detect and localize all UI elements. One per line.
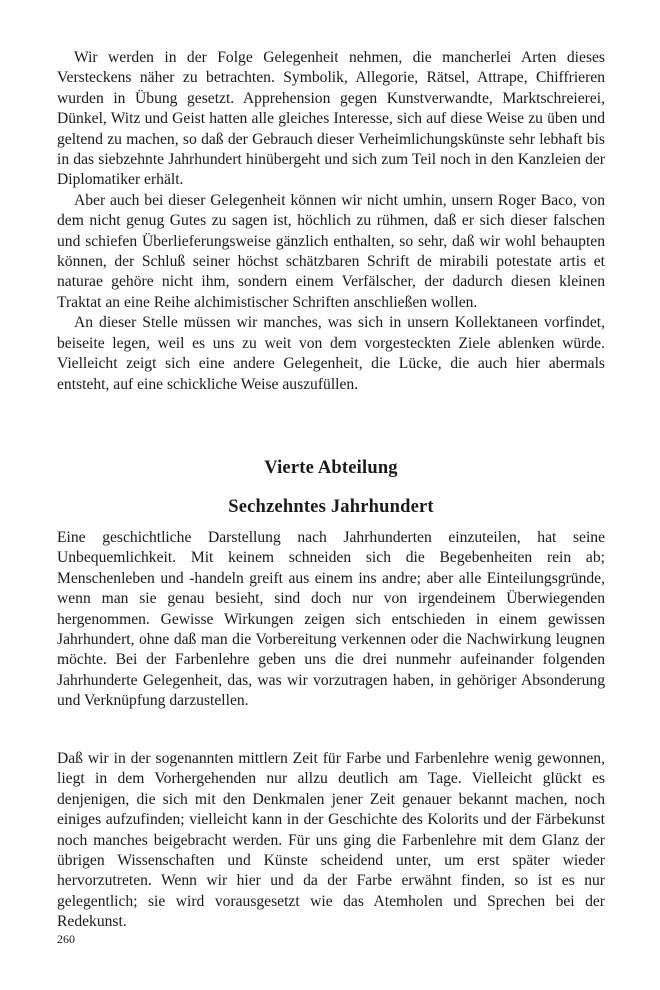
page-number: 260 <box>57 932 75 946</box>
bottom-text-block-2 <box>57 749 605 933</box>
top-text-block <box>57 48 605 395</box>
bottom-text-block-1 <box>57 528 605 712</box>
paragraph: Daß wir in der sogenannten mittlern Zeit für Farbe und Farbenlehre wenig gewonnen, liegt in dem Vorhergehenden nur allzu deutlich am Tage. Vielleicht glückt es denjenigen, die sich mit den Denkmalen jener Zeit genauer bekannt machen, noch einiges aufzufinden; vielleicht kann in der Geschichte des Kolorits und der Färbekunst noch manches beigebracht werden. Für uns ging die Farbenlehre mit dem Glanz der übrigen Wissenschaften und Künste scheidend unter, um erst später wieder hervorzutreten. Wenn wir hier und da der Farbe erwähnt finden, so ist es nur gelegentlich; sie wird vorausgesetzt wie das Atemholen und Sprechen bei der Redekunst. <box>57 750 605 931</box>
paragraph: Aber auch bei dieser Gelegenheit können wir nicht umhin, unsern Roger Baco, von dem nicht genug Gutes zu sagen ist, höchlich zu rühmen, daß er sich dieser falschen und schiefen Überlieferungsweise gänzlich enthalten, so sehr, daß wir wohl behaupten können, der Schluß seiner höchst schätzbaren Schrift de mirabili potestate artis et naturae gehöre nicht ihm, sondern einem Verfälscher, der dadurch diesen kleinen Traktat an eine Reihe alchimistischer Schriften anschließen wollen. <box>57 191 605 311</box>
paragraph: Wir werden in der Folge Gelegenheit nehmen, die mancherlei Arten dieses Versteckens näher zu betrachten. Symbolik, Allegorie, Rätsel, Attrape, Chiffrieren wurden in Übung gesetzt. Apprehension gegen Kunstverwandte, Marktschreierei, Dünkel, Witz und Geist hatten alle gleiches Interesse, sich auf diese Weise zu üben und geltend zu machen, so daß der Gebrauch dieser Verheimlichungskünste sehr lebhaft bis in das siebzehnte Jahrhundert hinübergeht und sich zum Teil noch in den Kanzleien der Diplomatiker erhält. <box>57 49 605 189</box>
paragraph: Eine geschichtliche Darstellung nach Jahrhunderten einzuteilen, hat seine Unbequemlichkeit. Mit keinem schneiden sich die Begebenheiten rein ab; Menschenleben und -handeln greift aus einem ins andre; aber alle Einteilungsgründe, wenn man sie genau besieht, sind doch nur von irgendeinem Überwiegenden hergenommen. Gewisse Wirkungen zeigen sich entschieden in einem gewissen Jahrhundert, ohne daß man die Vorbereitung verkennen oder die Nachwirkung leugnen möchte. Bei der Farbenlehre geben uns die drei nunmehr aufeinander folgenden Jahrhunderte Gelegenheit, das, was wir vorzutragen haben, in gehöriger Absonderung und Verknüpfung darzustellen. <box>57 529 605 710</box>
section-title: Vierte Abteilung <box>264 458 398 478</box>
subsection-title: Sechzehntes Jahrhundert <box>228 497 434 517</box>
paragraph: An dieser Stelle müssen wir manches, was sich in unsern Kollektaneen vorfindet, beiseite legen, weil es uns zu weit von dem vorgesteckten Ziele ablenken würde. Vielleicht zeigt sich eine andere Gelegenheit, die Lücke, die auch hier abermals entsteht, auf eine schickliche Weise auszufüllen. <box>57 314 605 393</box>
